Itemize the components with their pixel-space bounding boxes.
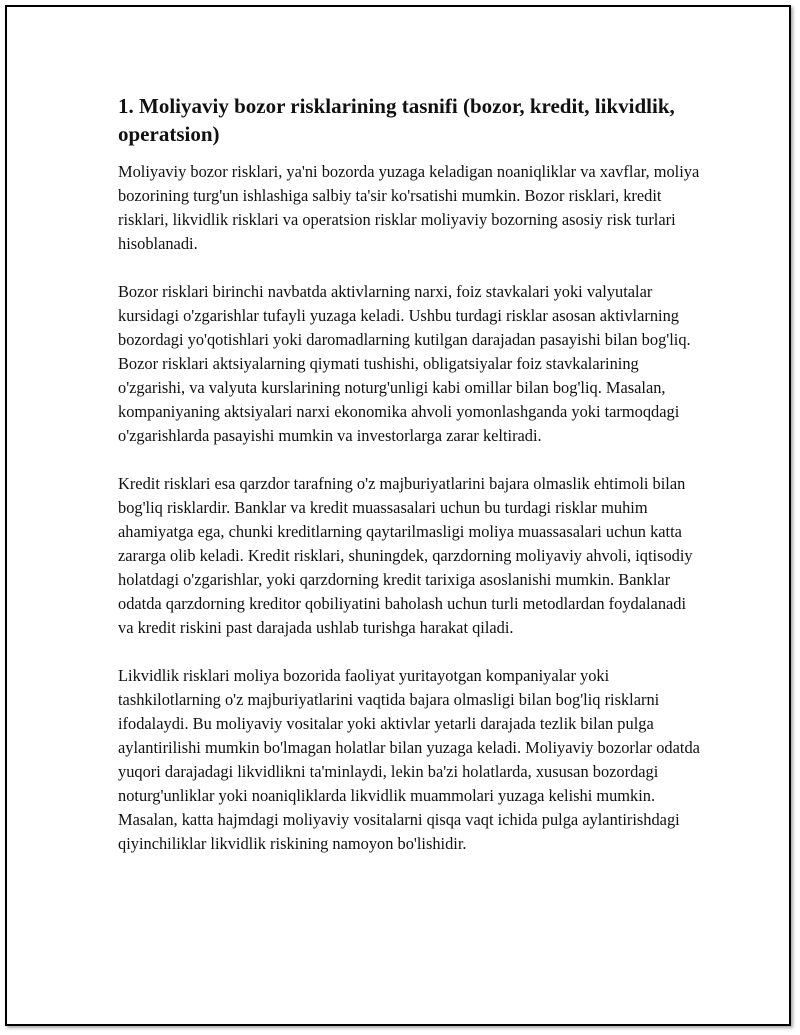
paragraph-market-risk: Bozor risklari birinchi navbatda aktivlarning narxi, foiz stavkalari yoki valyutalar kursidagi o'zgarishlar tufayli yuzaga keladi. Ushbu turdagi risklar asosan aktivlarning bozordagi yo'qotishlari yoki daromadlarning kutilgan darajadan pasayishi bilan bog'liq. Bozor risklari aktsiyalarning qiymati tushishi, obligatsiyalar foiz stavkalarining o'zgarishi, va valyuta kurslarining noturg'unligi kabi omillar bilan bog'liq. Masalan, kompaniyaning aktsiyalari narxi ekonomika ahvoli yomonlashganda yoki tarmoqdagi o'zgarishlarda pasayishi mumkin va investorlarga zarar keltiradi. xyxy=(118,282,691,445)
paragraph-credit-risk: Kredit risklari esa qarzdor tarafning o'z majburiyatlarini bajara olmaslik ehtimoli bilan bog'liq risklardir. Banklar va kredit muassasalari uchun bu turdagi risklar muhim ahamiyatga ega, chunki kreditlarning qaytarilmasligi moliya muassasalari uchun katta zararga olib keladi. Kredit risklari, shuningdek, qarzdorning moliyaviy ahvoli, iqtisodiy holatdagi o'zgarishlar, yoki qarzdorning kredit tarixiga asoslanishi mumkin. Banklar odatda qarzdorning kreditor qobiliyatini baholash uchun turli metodlardan foydalanadi va kredit riskini past darajada ushlab turishga harakat qiladi. xyxy=(118,474,693,637)
document-body xyxy=(118,92,700,880)
section-heading: 1. Moliyaviy bozor risklarining tasnifi (bozor, kredit, likvidlik, operatsion) xyxy=(118,94,675,146)
paragraph-intro: Moliyaviy bozor risklari, ya'ni bozorda yuzaga keladigan noaniqliklar va xavflar, moliya bozorining turg'un ishlashiga salbiy ta'sir ko'rsatishi mumkin. Bozor risklari, kredit risklari, likvidlik risklari va operatsion risklar moliyaviy bozorning asosiy risk turlari hisoblanadi. xyxy=(118,162,700,253)
paragraph-liquidity-risk: Likvidlik risklari moliya bozorida faoliyat yuritayotgan kompaniyalar yoki tashkilotlarning o'z majburiyatlarini vaqtida bajara olmasligi bilan bog'liq risklarni ifodalaydi. Bu moliyaviy vositalar yoki aktivlar yetarli darajada tezlik bilan pulga aylantirilishi mumkin bo'lmagan holatlar bilan yuzaga keladi. Moliyaviy bozorlar odatda yuqori darajadagi likvidlikni ta'minlaydi, lekin ba'zi holatlarda, xususan bozordagi noturg'unliklar yoki noaniqliklarda likvidlik muammolari yuzaga kelishi mumkin. Masalan, katta hajmdagi moliyaviy vositalarni qisqa vaqt ichida pulga aylantirishdagi qiyinchiliklar likvidlik riskining namoyon bo'lishidir. xyxy=(118,666,700,853)
